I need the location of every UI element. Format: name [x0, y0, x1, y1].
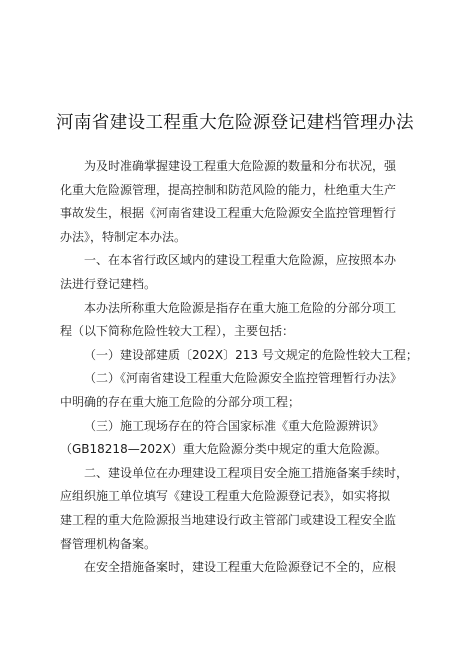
text-line: 事故发生，根据《河南省建设工程重大危险源安全监控管理暂行 [60, 206, 397, 221]
text-line: 程（以下简称危险性较大工程），主要包括： [60, 324, 295, 339]
text-line: 督管理机构备案。 [60, 536, 157, 551]
text-line: 在安全措施备案时，建设工程重大危险源登记不全的，应根 [84, 560, 397, 575]
text-line: 办法》，特制定本办法。 [60, 229, 187, 244]
text-line: 建工程的重大危险源报当地建设行政主管部门或建设工程安全监 [60, 512, 397, 527]
text-line: 化重大危险源管理，提高控制和防范风险的能力，杜绝重大生产 [60, 182, 397, 197]
text-line: 法进行登记建档。 [60, 276, 157, 291]
paragraph-item-1 [60, 344, 418, 368]
text-line: （三）施工现场存在的符合国家标准《重大危险源辨识》 [84, 418, 385, 433]
text-line: （一）建设部建质〔202X〕213 号文规定的危险性较大工程； [84, 347, 418, 362]
document-title: 河南省建设工程重大危险源登记建档管理办法 [56, 113, 414, 133]
text-line: 中明确的存在重大施工危险的分部分项工程； [60, 394, 301, 409]
text-line: 二、建设单位在办理建设工程项目安全施工措施备案手续时， [84, 465, 409, 480]
text-line: 一、在本省行政区域内的建设工程重大危险源，应按照本办 [84, 253, 397, 268]
text-line: 应组织施工单位填写《建设工程重大危险源登记表》，如实将拟 [60, 489, 391, 504]
paragraph-purpose [60, 155, 410, 249]
paragraph-article-1 [60, 249, 410, 296]
paragraph-item-3 [60, 415, 410, 462]
text-line: （二）《河南省建设工程重大危险源安全监控管理暂行办法》 [84, 371, 403, 386]
paragraph-definition [60, 297, 410, 344]
document-body [60, 155, 418, 580]
text-line: 为及时准确掌握建设工程重大危险源的数量和分布状况，强 [84, 159, 397, 173]
paragraph-article-2 [60, 462, 410, 556]
text-line: 本办法所称重大危险源是指存在重大施工危险的分部分项工 [84, 300, 397, 315]
text-line: （GB18218—202X）重大危险源分类中规定的重大危险源。 [60, 442, 387, 457]
paragraph-filing [60, 556, 410, 580]
paragraph-item-2 [60, 367, 410, 414]
